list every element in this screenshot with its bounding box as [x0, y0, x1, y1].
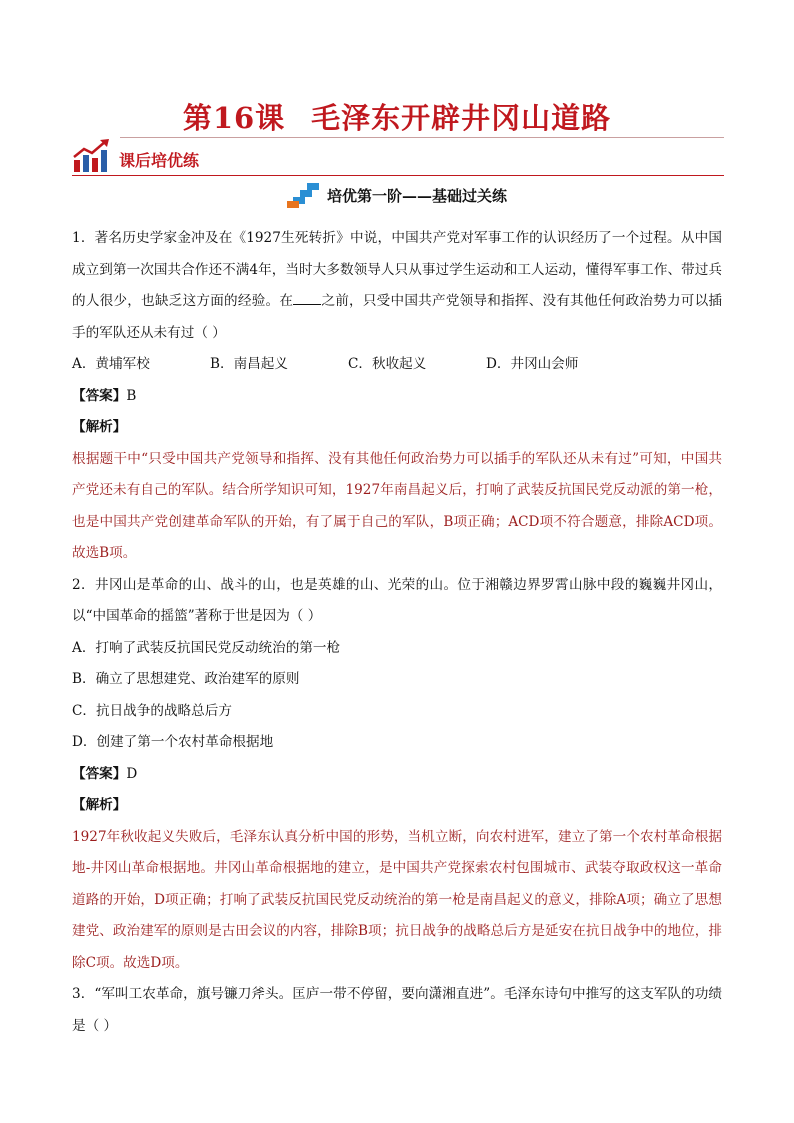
option: D．井冈山会师 [486, 356, 579, 372]
section-label: 课后培优练 [119, 151, 200, 170]
question-2-stem: 2．井冈山是革命的山、战斗的山，也是英雄的山、光荣的山。位于湘赣边界罗霄山脉中段的巍巍井冈山，以“中国革命的摇篮”著称于世是因为（ ） [72, 576, 722, 624]
option: A．打响了武装反抗国民党反动统治的第一枪 [72, 639, 341, 656]
bar-chart-arrow-icon [72, 138, 112, 174]
option: C．秋收起义 [348, 356, 427, 372]
header-rule-bottom [72, 175, 724, 176]
question-2-analysis-label: 【解析】 [72, 797, 127, 813]
question-1-analysis-label: 【解析】 [72, 419, 127, 435]
option: B．南昌起义 [210, 356, 288, 372]
option: A．黄埔军校 [72, 356, 150, 372]
question-2-analysis: 1927年秋收起义失败后，毛泽东认真分析中国的形势，当机立断，向农村进军，建立了第一个农村革命根据地-井冈山革命根据地。井冈山革命根据地的建立，是中国共产党探索农村包围城市、武装夺取政权这一革命道路的开始，D项正确；打响了武装反抗国民党反动统治的第一枪是南昌起义的意义，排除A项；确立了思想建党、政治建军的原则是古田会议的内容，排除B项；抗日战争的战略总后方是延安在抗日战争中的地位，排除C项。故选D项。 [72, 828, 722, 971]
question-1-options [72, 349, 722, 381]
questions [72, 223, 722, 1042]
option: D．创建了第一个农村革命根据地 [72, 734, 274, 750]
lesson-topic: 毛泽东开辟井冈山道路 [311, 101, 612, 135]
fill-blank [293, 290, 321, 305]
question-1-analysis: 根据题干中“只受中国共产党领导和指挥、没有其他任何政治势力可以插手的军队还从未有过”可知，中国共产党还未有自己的军队。结合所学知识可知，1927年南昌起义后，打响了武装反抗国民党反动派的第一枪，也是中国共产党创建革命军队的开始，有了属于自己的军队，B项正确；ACD项不符合题意，排除ACD项。故选B项。 [72, 450, 722, 561]
question-3-stem: 3．“军叫工农革命，旗号镰刀斧头。匡庐一带不停留，要向潇湘直进”。毛泽东诗句中推写的这支军队的功绩是（ ） [72, 986, 722, 1034]
option: B．确立了思想建党、政治建军的原则 [72, 671, 300, 687]
header-rule-top [120, 137, 724, 138]
question-2-answer: 【答案】D [72, 765, 138, 782]
lesson-number: 第16课 [182, 101, 286, 135]
stage-title: 培优第一阶——基础过关练 [326, 187, 507, 205]
page-title [0, 96, 794, 137]
stage-heading [0, 182, 794, 212]
question-1-stem: 1．著名历史学家金冲及在《1927生死转折》中说，中国共产党对军事工作的认识经历了一个过程。从中国成立到第一次国共合作还不满4年，当时大多数领导人只从事过学生运动和工人运动，懂得军事工作、带过兵的人很少，也缺乏这方面的经验。在 之前，只受中国共产党领导和指挥、没有其他任何政治势力可以插手的军队还从未有过（ ） [72, 230, 722, 341]
stairs-icon [287, 182, 321, 208]
option: C．抗日战争的战略总后方 [72, 702, 232, 719]
question-1-answer: 【答案】B [72, 387, 137, 404]
